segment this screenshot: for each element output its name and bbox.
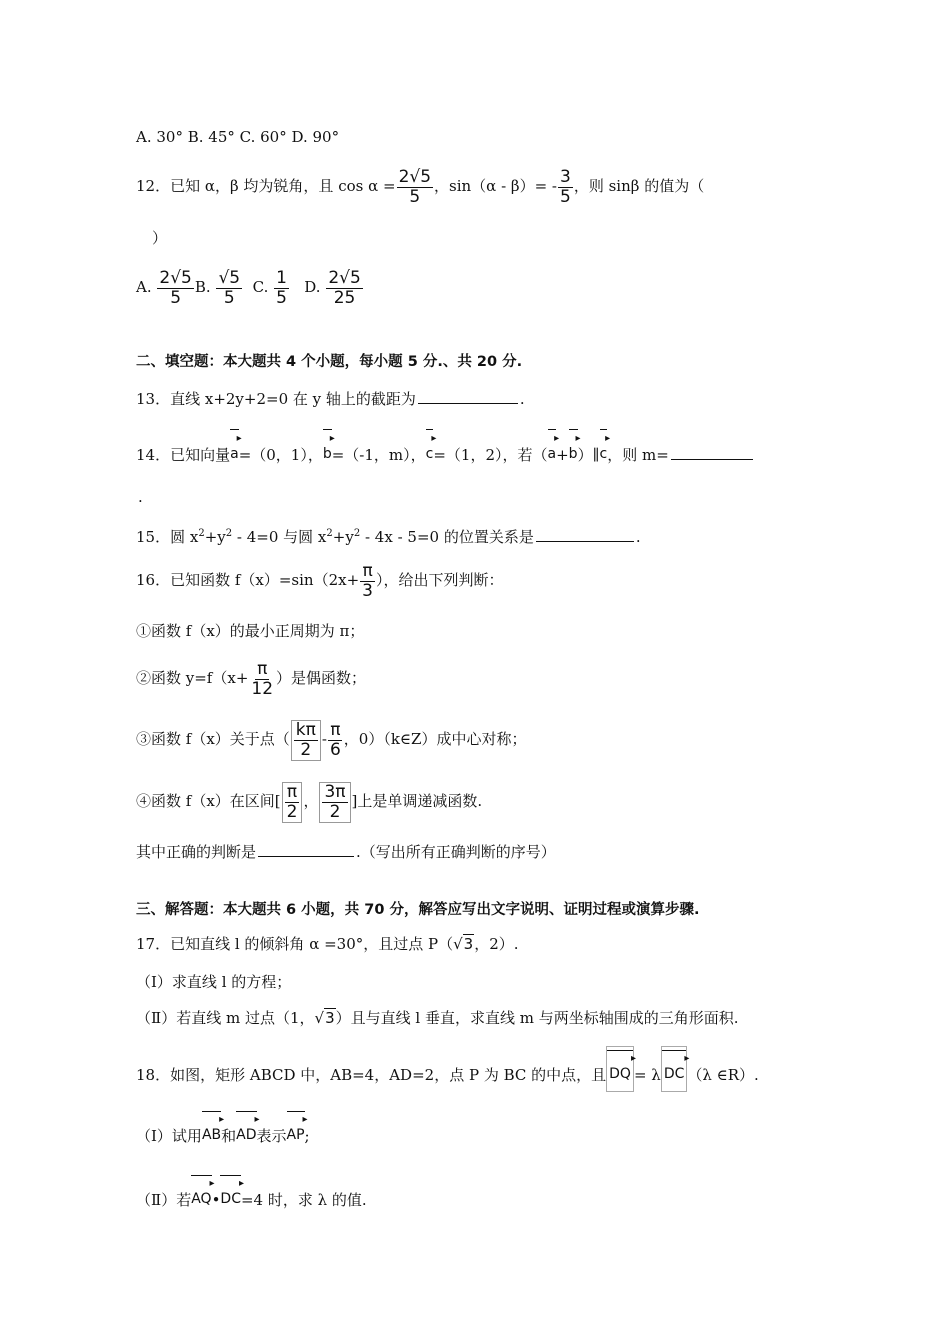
q15-p4: +y — [332, 528, 354, 546]
q15-prefix: 15．圆 x — [136, 528, 199, 546]
q12-suffix: ，则 sinβ 的值为（ — [573, 177, 705, 195]
q16-item3-prefix: ③函数 f（x）关于点（ — [136, 730, 290, 748]
q18-vector-ap: AP ▸ — [287, 1108, 305, 1152]
q18-suffix: （λ ∈R）. — [687, 1066, 759, 1084]
q16-suffix: ），给出下列判断： — [376, 571, 504, 589]
q12-opt-b-num: √5 — [218, 267, 241, 288]
q14-vector-a2: a ▸ — [548, 426, 557, 472]
q18-eq: = λ — [633, 1066, 661, 1084]
q12-mid: ，sin（α - β）= - — [434, 177, 557, 195]
q12-opt-b — [216, 269, 242, 308]
q14-end: . — [138, 488, 143, 506]
q16-item4-den2: 2 — [329, 801, 341, 822]
q17-part1: （Ⅰ）求直线 l 的方程； — [136, 973, 292, 991]
q16-item2-num: π — [257, 658, 268, 679]
q12-cos-num: 2√5 — [398, 166, 432, 187]
q15 — [136, 524, 641, 547]
q16-item2-fraction — [249, 660, 275, 699]
q18-stem — [136, 1046, 759, 1092]
q12-opt-b-label: B. — [194, 278, 211, 296]
q15-p5: - 4x - 5=0 的位置关系是 — [360, 528, 534, 546]
q12-sin-fraction — [558, 168, 573, 207]
q16-item2-prefix: ②函数 y=f（x+ — [136, 669, 249, 687]
q14-a-value: =（0，1）， — [238, 446, 323, 464]
q12-opt-d-label: D. — [304, 278, 321, 296]
q17-sqrt-value: 3 — [463, 935, 474, 953]
q12-prefix: 12．已知 α，β 均为锐角，且 cos α = — [136, 177, 396, 195]
q18-and: 和 — [221, 1127, 237, 1145]
q12-stem — [136, 164, 704, 208]
q14 — [136, 426, 755, 473]
section3-title: 三、解答题：本大题共 6 小题，共 70 分，解答应写出文字说明、证明过程或演算步骤. — [136, 902, 700, 918]
q15-sup4: 2 — [353, 528, 361, 539]
q17-part2-suffix: ）且与直线 l 垂直，求直线 m 与两坐标轴围成的三角形面积. — [335, 1009, 739, 1027]
q16-fraction — [360, 562, 375, 601]
q16-num: π — [362, 560, 373, 581]
q14-vector-a: a ▸ — [230, 426, 239, 472]
q12-opt-a-num: 2√5 — [159, 267, 192, 288]
q16-item2-den: 12 — [251, 678, 274, 699]
q17-part2-sqrt: √3 — [314, 1009, 335, 1027]
q16-item4-num2: 3π — [324, 781, 346, 802]
q13-text: 13．直线 x+2y+2=0 在 y 轴上的截距为 — [136, 390, 416, 408]
q14-c-value: =（1，2），若（ — [433, 446, 548, 464]
q18-vector-ad: AD ▸ — [236, 1108, 256, 1152]
q17-suffix: ，2）. — [474, 935, 519, 953]
q13-answer-blank — [418, 387, 518, 404]
q12-sin-den: 5 — [560, 186, 571, 207]
q17-sqrt: √3 — [453, 935, 474, 953]
q14-prefix: 14．已知向量 — [136, 446, 231, 464]
q16-item3-suffix: ，0）（k∈Z）成中心对称； — [343, 730, 527, 748]
q12-opt-d — [326, 269, 362, 308]
q16-item3-fraction1 — [291, 720, 321, 761]
q12-options — [136, 264, 364, 310]
q12-opt-a-label: A. — [136, 278, 152, 296]
q12-opt-a-den: 5 — [170, 287, 182, 308]
q18-vector-dq: DQ ▸ — [606, 1046, 634, 1092]
section2-title: 二、填空题：本大题共 4 个小题，每小题 5 分.、共 20 分. — [136, 354, 523, 370]
q12-opt-d-num: 2√5 — [328, 267, 361, 288]
q14-answer-blank — [671, 443, 753, 460]
q16-item2 — [136, 654, 366, 702]
q15-sup3: 2 — [326, 528, 333, 539]
q16-item4-num1: π — [286, 781, 298, 802]
q14-plus: + — [556, 446, 569, 464]
q16-item4-den1: 2 — [286, 801, 298, 822]
q16-answer-suffix: .（写出所有正确判断的序号） — [356, 843, 556, 861]
q16-answer-prefix: 其中正确的判断是 — [136, 843, 257, 861]
q17-part2-sqrt-value: 3 — [325, 1009, 335, 1027]
q16-den: 3 — [362, 580, 373, 601]
q18-vector-dc: DC ▸ — [661, 1046, 688, 1092]
q16-item1: ①函数 f（x）的最小正周期为 π； — [136, 622, 365, 640]
q18-vector-ab: AB ▸ — [202, 1108, 221, 1152]
q13-end: . — [519, 390, 525, 408]
q16-item3-den1: 2 — [300, 739, 312, 760]
q15-p3: - 4=0 与圆 x — [232, 528, 327, 546]
q18-semicolon: ; — [304, 1127, 310, 1145]
q16-item4-prefix: ④函数 f（x）在区间[ — [136, 792, 281, 810]
q12-opt-c-num: 1 — [276, 267, 287, 288]
q14-vector-b: b ▸ — [323, 426, 332, 472]
q18-vector-dc2: DC ▸ — [220, 1172, 241, 1216]
q14-suffix: ，则 m= — [607, 446, 669, 464]
q17-part2 — [136, 1008, 738, 1028]
q14-vector-c2: c ▸ — [600, 426, 608, 472]
q14-parallel: ）∥ — [577, 446, 600, 464]
q15-sup1: 2 — [198, 528, 205, 539]
q16-item3-num2: π — [330, 719, 341, 740]
q18-part1 — [136, 1108, 310, 1153]
q18-part2-suffix: =4 时，求 λ 的值. — [240, 1191, 367, 1209]
q12-opt-b-den: 5 — [223, 287, 235, 308]
q12-cos-fraction — [397, 168, 433, 207]
q16-item3-minus: - — [321, 730, 327, 748]
q16-prefix: 16．已知函数 f（x）=sin（2x+ — [136, 571, 360, 589]
q12-opt-c-den: 5 — [276, 287, 287, 308]
q14-b-value: =（-1，m）， — [331, 446, 426, 464]
q16-item4 — [136, 776, 482, 826]
q12-opt-d-den: 25 — [333, 287, 356, 308]
q17-prefix: 17．已知直线 l 的倾斜角 α =30°，且过点 P（ — [136, 935, 454, 953]
q16-stem — [136, 556, 504, 604]
q16-item3-num1: kπ — [295, 719, 316, 740]
q18-part2 — [136, 1172, 367, 1217]
q15-p2: +y — [204, 528, 226, 546]
q15-end: . — [635, 528, 641, 546]
q12-sin-num: 3 — [560, 166, 571, 187]
q12-opt-c — [274, 269, 289, 308]
q16-item4-fraction1 — [282, 782, 303, 823]
q18-part2-prefix: （Ⅱ）若 — [136, 1191, 192, 1209]
q14-vector-c: c ▸ — [426, 426, 434, 472]
q18-vector-aq: AQ ▸ — [191, 1172, 211, 1216]
q18-represent: 表示 — [256, 1127, 287, 1145]
q18-prefix: 18．如图，矩形 ABCD 中，AB=4，AD=2，点 P 为 BC 的中点，且 — [136, 1066, 607, 1084]
q17-stem — [136, 934, 519, 954]
q16-item3-fraction2 — [328, 721, 343, 760]
q12-opt-a — [157, 269, 193, 308]
q13 — [136, 387, 525, 409]
q15-sup2: 2 — [225, 528, 233, 539]
q11-options: A. 30° B. 45° C. 60° D. 90° — [136, 128, 340, 146]
q16-item4-fraction2 — [319, 782, 350, 823]
q16-item2-suffix: ）是偶函数； — [276, 669, 367, 687]
q17-part2-prefix: （Ⅱ）若直线 m 过点（1， — [136, 1009, 315, 1027]
q15-answer-blank — [536, 525, 634, 542]
q12-cos-den: 5 — [409, 186, 421, 207]
q16-item4-comma: ， — [303, 792, 319, 810]
q16-item3-den2: 6 — [329, 739, 341, 760]
q16-answer — [136, 840, 556, 862]
q16-item3 — [136, 714, 526, 764]
q16-item4-suffix: ]上是单调递减函数. — [351, 792, 483, 810]
q14-vector-b2: b ▸ — [569, 426, 578, 472]
q12-close: ） — [152, 229, 168, 247]
q18-part1-prefix: （Ⅰ）试用 — [136, 1127, 202, 1145]
q16-answer-blank — [258, 840, 354, 857]
q18-dot: • — [211, 1191, 221, 1209]
q12-opt-c-label: C. — [252, 278, 269, 296]
